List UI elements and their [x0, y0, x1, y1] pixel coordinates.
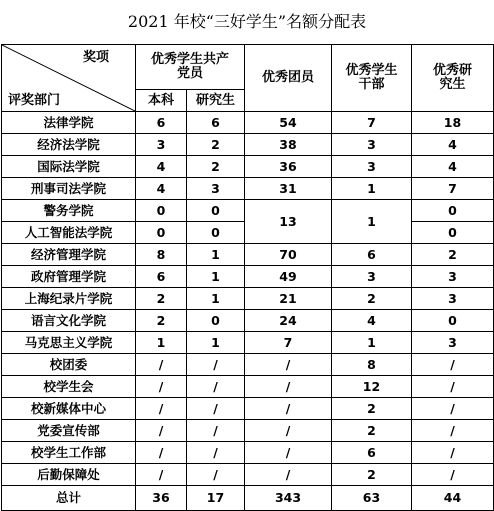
undergrad-party-cell: 1 [136, 332, 187, 354]
undergrad-party-cell: / [136, 376, 187, 398]
excellent-grad-cell: / [412, 464, 494, 486]
excellent-grad-cell: 3 [412, 288, 494, 310]
undergrad-party-cell: / [136, 420, 187, 442]
undergrad-party-cell: 4 [136, 178, 187, 200]
department-cell: 校新媒体中心 [2, 398, 136, 420]
excellent-grad-cell: 3 [412, 332, 494, 354]
excellent-grad-cell: / [412, 376, 494, 398]
department-cell: 国际法学院 [2, 156, 136, 178]
graduate-party-cell: 1 [187, 288, 245, 310]
department-cell: 人工智能法学院 [2, 222, 136, 244]
graduate-party-cell: 2 [187, 134, 245, 156]
league-member-cell: 70 [245, 244, 332, 266]
cadre-cell: 2 [332, 288, 412, 310]
table-row [2, 112, 494, 134]
department-cell: 经济法学院 [2, 134, 136, 156]
department-cell: 校团委 [2, 354, 136, 376]
excellent-grad-cell: 18 [412, 112, 494, 134]
table-row [2, 266, 494, 288]
graduate-party-cell: / [187, 376, 245, 398]
table-row [2, 156, 494, 178]
league-member-cell: / [245, 376, 332, 398]
excellent-grad-cell: 0 [412, 200, 494, 222]
department-header-label: 评奖部门 [8, 93, 61, 108]
graduate-party-cell: / [187, 442, 245, 464]
undergrad-party-cell: / [136, 398, 187, 420]
table-row [2, 310, 494, 332]
league-member-cell: 13 [245, 200, 332, 244]
total-league-member: 343 [245, 486, 332, 511]
league-member-cell: 31 [245, 178, 332, 200]
cadre-cell: 1 [332, 178, 412, 200]
table-row [2, 332, 494, 354]
table-row [2, 178, 494, 200]
table-row [2, 376, 494, 398]
league-member-cell: 7 [245, 332, 332, 354]
department-cell: 校学生工作部 [2, 442, 136, 464]
cadre-cell: 1 [332, 332, 412, 354]
excellent-grad-cell: 4 [412, 134, 494, 156]
graduate-party-cell: 1 [187, 332, 245, 354]
total-label: 总计 [2, 486, 136, 511]
league-member-cell: / [245, 354, 332, 376]
corner-diagonal-cell [2, 45, 136, 112]
cadre-cell: 2 [332, 420, 412, 442]
total-undergrad-party: 36 [136, 486, 187, 511]
table-row [2, 442, 494, 464]
table-row [2, 134, 494, 156]
department-cell: 校学生会 [2, 376, 136, 398]
table-row [2, 420, 494, 442]
undergrad-party-cell: 0 [136, 222, 187, 244]
undergrad-party-cell: 2 [136, 310, 187, 332]
undergrad-party-cell: 3 [136, 134, 187, 156]
league-member-header: 优秀团员 [245, 45, 332, 112]
graduate-party-cell: 6 [187, 112, 245, 134]
graduate-party-cell: 2 [187, 156, 245, 178]
total-graduate-party: 17 [187, 486, 245, 511]
league-member-cell: / [245, 398, 332, 420]
graduate-party-cell: 3 [187, 178, 245, 200]
table-row [2, 288, 494, 310]
league-member-cell: 21 [245, 288, 332, 310]
league-member-cell: 36 [245, 156, 332, 178]
department-cell: 经济管理学院 [2, 244, 136, 266]
cadre-cell: 2 [332, 398, 412, 420]
cadre-cell: 3 [332, 156, 412, 178]
cadre-cell: 7 [332, 112, 412, 134]
department-cell: 党委宣传部 [2, 420, 136, 442]
league-member-cell: 38 [245, 134, 332, 156]
undergrad-party-cell: / [136, 354, 187, 376]
allocation-table [1, 44, 494, 511]
party-member-header: 优秀学生共产党员 [136, 45, 245, 90]
league-member-cell: / [245, 420, 332, 442]
table-row [2, 398, 494, 420]
graduate-party-cell: 0 [187, 200, 245, 222]
undergrad-party-cell: 6 [136, 112, 187, 134]
cadre-cell: 12 [332, 376, 412, 398]
cadre-header: 优秀学生干部 [332, 45, 412, 112]
excellent-grad-cell: 3 [412, 266, 494, 288]
undergrad-party-cell: 0 [136, 200, 187, 222]
cadre-cell: 6 [332, 244, 412, 266]
page-title: 2021 年校“三好学生”名额分配表 [127, 12, 367, 31]
undergrad-header: 本科 [136, 90, 187, 112]
graduate-party-cell: / [187, 420, 245, 442]
table-row [2, 200, 494, 222]
league-member-cell: 54 [245, 112, 332, 134]
total-cadre: 63 [332, 486, 412, 511]
excellent-grad-cell: / [412, 354, 494, 376]
total-row [2, 486, 494, 511]
department-cell: 上海纪录片学院 [2, 288, 136, 310]
undergrad-party-cell: 2 [136, 288, 187, 310]
graduate-party-cell: / [187, 464, 245, 486]
league-member-cell: / [245, 442, 332, 464]
graduate-party-cell: 0 [187, 310, 245, 332]
excellent-grad-cell: / [412, 442, 494, 464]
department-cell: 警务学院 [2, 200, 136, 222]
department-cell: 马克思主义学院 [2, 332, 136, 354]
undergrad-party-cell: 6 [136, 266, 187, 288]
table-row [2, 464, 494, 486]
excellent-grad-cell: 4 [412, 156, 494, 178]
excellent-grad-cell: 0 [412, 222, 494, 244]
undergrad-party-cell: 4 [136, 156, 187, 178]
undergrad-party-cell: / [136, 442, 187, 464]
cadre-cell: 1 [332, 200, 412, 244]
cadre-cell: 8 [332, 354, 412, 376]
table-row [2, 354, 494, 376]
graduate-party-cell: 1 [187, 244, 245, 266]
league-member-cell: / [245, 464, 332, 486]
graduate-party-cell: 0 [187, 222, 245, 244]
excellent-grad-cell: / [412, 398, 494, 420]
excellent-grad-cell: 0 [412, 310, 494, 332]
undergrad-party-cell: 8 [136, 244, 187, 266]
department-cell: 后勤保障处 [2, 464, 136, 486]
cadre-cell: 6 [332, 442, 412, 464]
excellent-grad-cell: 2 [412, 244, 494, 266]
table-row [2, 244, 494, 266]
league-member-cell: 49 [245, 266, 332, 288]
graduate-party-cell: / [187, 398, 245, 420]
award-header-label: 奖项 [82, 50, 109, 65]
department-cell: 刑事司法学院 [2, 178, 136, 200]
total-excellent-grad: 44 [412, 486, 494, 511]
cadre-cell: 2 [332, 464, 412, 486]
excellent-grad-header: 优秀研究生 [412, 45, 494, 112]
cadre-cell: 4 [332, 310, 412, 332]
cadre-cell: 3 [332, 134, 412, 156]
department-cell: 语言文化学院 [2, 310, 136, 332]
excellent-grad-cell: / [412, 420, 494, 442]
excellent-grad-cell: 7 [412, 178, 494, 200]
graduate-party-cell: 1 [187, 266, 245, 288]
department-cell: 法律学院 [2, 112, 136, 134]
graduate-party-cell: / [187, 354, 245, 376]
league-member-cell: 24 [245, 310, 332, 332]
department-cell: 政府管理学院 [2, 266, 136, 288]
undergrad-party-cell: / [136, 464, 187, 486]
graduate-header: 研究生 [187, 90, 245, 112]
cadre-cell: 3 [332, 266, 412, 288]
